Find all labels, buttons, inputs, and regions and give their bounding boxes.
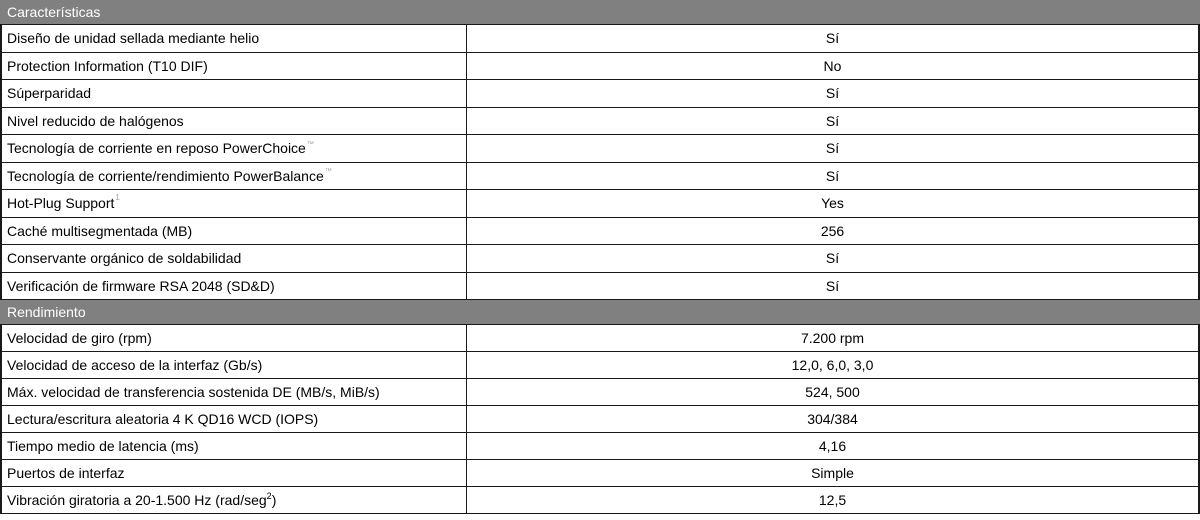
trademark-mark: ™: [324, 168, 332, 176]
spec-label: Velocidad de giro (rpm): [0, 325, 467, 351]
spec-label: Conservante orgánico de soldabilidad: [0, 245, 467, 272]
spec-row: [0, 379, 1200, 406]
spec-label: Hot-Plug Support 1: [0, 190, 467, 217]
spec-value: Sí: [467, 163, 1200, 190]
spec-value: 304/384: [467, 406, 1200, 432]
spec-value: Sí: [467, 108, 1200, 135]
spec-row: [0, 487, 1200, 514]
spec-row: [0, 433, 1200, 460]
spec-value: 524, 500: [467, 379, 1200, 405]
spec-label: Súperparidad: [0, 80, 467, 107]
spec-label: Lectura/escritura aleatoria 4 K QD16 WCD (IOPS): [0, 406, 467, 432]
spec-label: Puertos de interfaz: [0, 460, 467, 486]
spec-label: Nivel reducido de halógenos: [0, 108, 467, 135]
spec-value: Sí: [467, 245, 1200, 272]
spec-row: [0, 460, 1200, 487]
spec-row: [0, 190, 1200, 218]
spec-row: [0, 53, 1200, 81]
spec-value: 7.200 rpm: [467, 325, 1200, 351]
spec-row: [0, 163, 1200, 191]
spec-label: Máx. velocidad de transferencia sostenida DE (MB/s, MiB/s): [0, 379, 467, 405]
section-header-features: Características: [0, 0, 1200, 25]
spec-row: [0, 135, 1200, 163]
spec-value: 12,5: [467, 487, 1200, 513]
spec-label: Protection Information (T10 DIF): [0, 53, 467, 80]
spec-label: Vibración giratoria a 20-1.500 Hz (rad/seg 2 ): [0, 487, 467, 513]
spec-value: 256: [467, 218, 1200, 245]
spec-row: [0, 325, 1200, 352]
spec-value: Sí: [467, 135, 1200, 162]
spec-label: Tecnología de corriente/rendimiento PowerBalance ™: [0, 163, 467, 190]
superscript-two: 2: [266, 491, 272, 501]
spec-value: Sí: [467, 273, 1200, 300]
spec-value: Yes: [467, 190, 1200, 217]
spec-value: Sí: [467, 80, 1200, 107]
spec-row: [0, 352, 1200, 379]
spec-row: [0, 406, 1200, 433]
section-header-performance: Rendimiento: [0, 300, 1200, 325]
spec-row: [0, 25, 1200, 53]
spec-value: No: [467, 53, 1200, 80]
spec-row: [0, 245, 1200, 273]
spec-label: Velocidad de acceso de la interfaz (Gb/s): [0, 352, 467, 378]
spec-label: Tecnología de corriente en reposo PowerChoice ™: [0, 135, 467, 162]
trademark-mark: ™: [306, 140, 314, 148]
spec-label: Verificación de firmware RSA 2048 (SD&D): [0, 273, 467, 300]
spec-label: Caché multisegmentada (MB): [0, 218, 467, 245]
spec-label: Diseño de unidad sellada mediante helio: [0, 25, 467, 52]
spec-value: 12,0, 6,0, 3,0: [467, 352, 1200, 378]
spec-label: Tiempo medio de latencia (ms): [0, 433, 467, 459]
spec-value: Simple: [467, 460, 1200, 486]
spec-row: [0, 108, 1200, 136]
spec-value: Sí: [467, 25, 1200, 52]
footnote-mark: 1: [115, 192, 120, 202]
spec-row: [0, 80, 1200, 108]
spec-value: 4,16: [467, 433, 1200, 459]
spec-row: [0, 218, 1200, 246]
spec-row: [0, 273, 1200, 301]
